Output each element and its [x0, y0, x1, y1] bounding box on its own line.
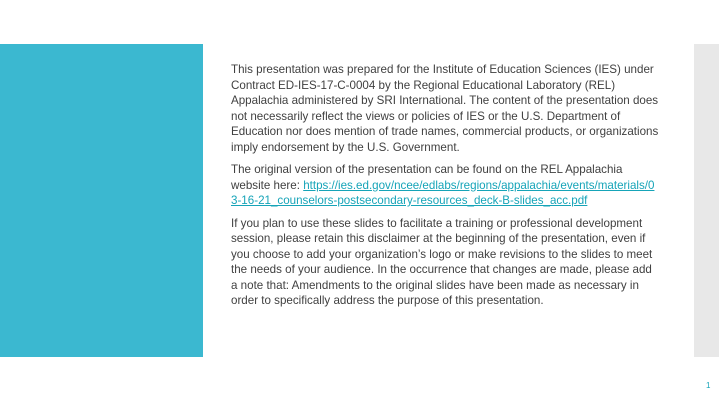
disclaimer-paragraph-2: [231, 162, 659, 209]
accent-panel: [0, 44, 203, 357]
link-intro-text: The original version of the presentation can be found on the REL Appalachia website here:: [231, 163, 623, 192]
disclaimer-paragraph-1: This presentation was prepared for the Institute of Education Sciences (IES) under Contract ED-IES-17-C-0004 by the Regional Educational Laboratory (REL) Appalachia administered by SRI International. The content of the presentation does not necessarily reflect the views or policies of IES or the U.S. Department of Education nor does mention of trade names, commercial products, or organizations imply endorsement by the U.S. Government.: [231, 63, 659, 154]
presentation-link[interactable]: https://ies.ed.gov/ncee/edlabs/regions/appalachia/events/materials/03-16-21_counselors-postsecondary-resources_deck-B-slides_acc.pdf: [231, 178, 655, 207]
slide-number: 1: [706, 381, 711, 390]
disclaimer-text: [231, 62, 659, 316]
side-bar: [694, 44, 719, 357]
disclaimer-paragraph-3: If you plan to use these slides to facilitate a training or professional development session, please retain this disclaimer at the beginning of the presentation, even if you choose to add your organization’s logo or make revisions to the slides to meet the needs of your audience. In the occurrence that changes are made, please add a note that: Amendments to the original slides have been made as necessary in order to specifically address the purpose of this presentation.: [231, 216, 653, 307]
